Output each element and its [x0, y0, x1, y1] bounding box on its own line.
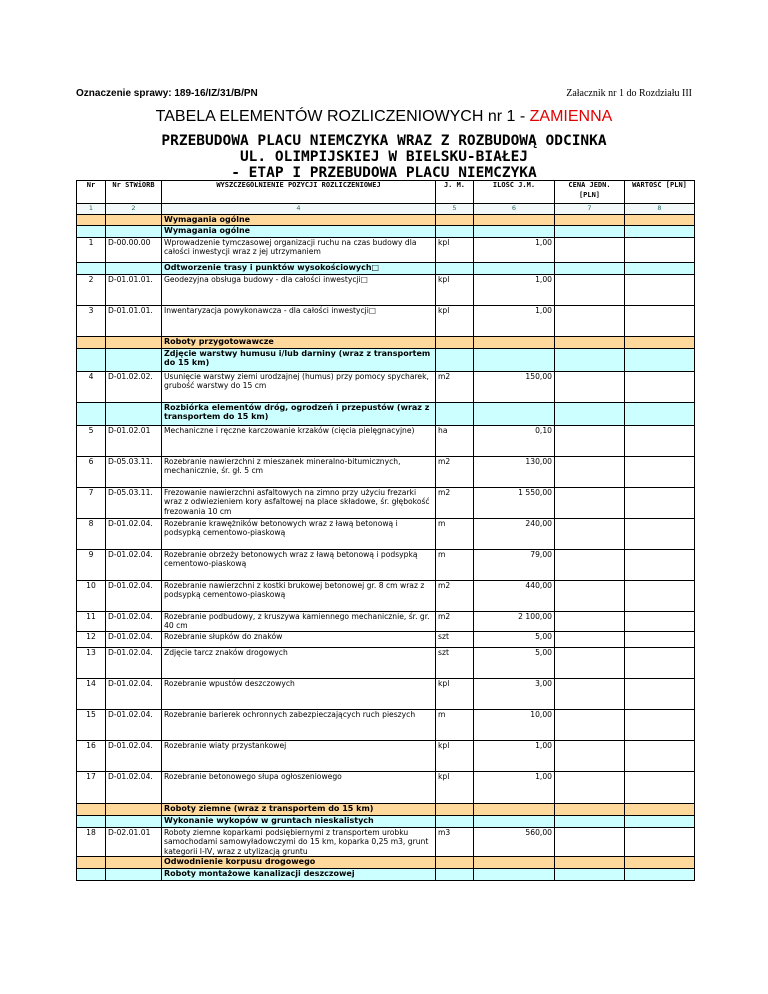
- unit: szt: [436, 631, 474, 647]
- quantity: 1,00: [474, 740, 555, 771]
- item-description: Rozebranie krawężników betonowych wraz z ławą betonową i podsypką cementowo-piaskową: [162, 518, 436, 549]
- row-number: 1: [77, 237, 106, 262]
- value-cell: [625, 857, 695, 869]
- unit-price-cell: [555, 425, 625, 456]
- quantity-cell: [474, 402, 555, 425]
- quantity: 79,00: [474, 549, 555, 580]
- unit-price-cell: [555, 549, 625, 580]
- unit: kpl: [436, 678, 474, 709]
- quantity: 0,10: [474, 425, 555, 456]
- row-number: 3: [77, 305, 106, 336]
- value-cell: [625, 371, 695, 402]
- section-title: Zdjęcie warstwy humusu i/lub darniny (wraz z transportem do 15 km): [162, 348, 436, 371]
- table-row: [77, 425, 695, 456]
- code-cell: [106, 214, 162, 225]
- price-cell: [555, 336, 625, 348]
- price-cell: [555, 869, 625, 881]
- item-description: Rozebranie betonowego słupa ogłoszeniowego: [162, 771, 436, 803]
- value-cell: [625, 425, 695, 456]
- table-row: [77, 371, 695, 402]
- nr-cell: [77, 857, 106, 869]
- unit: m2: [436, 611, 474, 631]
- value-cell: [625, 214, 695, 225]
- nr-cell: [77, 348, 106, 371]
- unit-price-cell: [555, 580, 625, 611]
- unit-price-cell: [555, 709, 625, 740]
- unit-price-cell: [555, 305, 625, 336]
- col-number: 8: [625, 204, 695, 215]
- section-title: Wykonanie wykopów w gruntach nieskalistych: [162, 815, 436, 827]
- value-cell: [625, 237, 695, 262]
- quantity: 2 100,00: [474, 611, 555, 631]
- row-number: 7: [77, 487, 106, 518]
- value-cell: [625, 518, 695, 549]
- quantity: 5,00: [474, 647, 555, 678]
- stwiorb-code: D-01.02.04.: [106, 631, 162, 647]
- col-number: 7: [555, 204, 625, 215]
- section-row: [77, 225, 695, 237]
- subtitle-line: UL. OLIMPIJSKIEJ W BIELSKU-BIAŁEJ: [239, 149, 529, 165]
- item-description: Zdjęcie tarcz znaków drogowych: [162, 647, 436, 678]
- price-cell: [555, 348, 625, 371]
- value-cell: [625, 402, 695, 425]
- row-number: 2: [77, 274, 106, 305]
- row-number: 9: [77, 549, 106, 580]
- case-number: Oznaczenie sprawy: 189-16/IZ/31/B/PN: [76, 88, 258, 99]
- stwiorb-code: D-01.02.04.: [106, 771, 162, 803]
- item-description: Rozebranie wiaty przystankowej: [162, 740, 436, 771]
- section-row: [77, 803, 695, 815]
- row-number: 16: [77, 740, 106, 771]
- table-row: [77, 580, 695, 611]
- col-header-unit-price: CENA JEDN. [PLN]: [555, 181, 625, 204]
- value-cell: [625, 631, 695, 647]
- unit: m3: [436, 827, 474, 857]
- subtitle-line: PRZEBUDOWA PLACU NIEMCZYKA WRAZ Z ROZBUDOWĄ ODCINKA: [161, 133, 607, 149]
- section-title: Rozbiórka elementów dróg, ogrodzeń i przepustów (wraz z transportem do 15 km): [162, 402, 436, 425]
- value-cell: [625, 803, 695, 815]
- quantity: 240,00: [474, 518, 555, 549]
- col-number: 5: [436, 204, 474, 215]
- stwiorb-code: D-01.02.04.: [106, 518, 162, 549]
- table-row: [77, 487, 695, 518]
- col-header-description: WYSZCZEGÓLNIENIE POZYCJI ROZLICZENIOWEJ: [162, 181, 436, 204]
- section-row: [77, 857, 695, 869]
- value-cell: [625, 869, 695, 881]
- col-number: 6: [474, 204, 555, 215]
- row-number: 13: [77, 647, 106, 678]
- row-number: 8: [77, 518, 106, 549]
- unit: m2: [436, 580, 474, 611]
- unit: kpl: [436, 305, 474, 336]
- table-row: [77, 549, 695, 580]
- unit-price-cell: [555, 631, 625, 647]
- table-row: [77, 678, 695, 709]
- value-cell: [625, 225, 695, 237]
- stwiorb-code: D-00.00.00: [106, 237, 162, 262]
- quantity: 1,00: [474, 305, 555, 336]
- value-cell: [625, 611, 695, 631]
- unit: m: [436, 549, 474, 580]
- quantity: 1,00: [474, 771, 555, 803]
- col-header-nr: Nr: [77, 181, 106, 204]
- unit-price-cell: [555, 740, 625, 771]
- unit: kpl: [436, 237, 474, 262]
- value-cell: [625, 549, 695, 580]
- value-cell: [625, 678, 695, 709]
- quantity: 560,00: [474, 827, 555, 857]
- table-row: [77, 611, 695, 631]
- nr-cell: [77, 869, 106, 881]
- unit-price-cell: [555, 487, 625, 518]
- nr-cell: [77, 262, 106, 274]
- table-row: [77, 305, 695, 336]
- unit-price-cell: [555, 456, 625, 487]
- section-title: Roboty ziemne (wraz z transportem do 15 km): [162, 803, 436, 815]
- item-description: Usunięcie warstwy ziemi urodzajnej (humus) przy pomocy spycharek, grubość warstwy do 15 cm: [162, 371, 436, 402]
- unit-cell: [436, 857, 474, 869]
- unit-price-cell: [555, 678, 625, 709]
- unit-price-cell: [555, 611, 625, 631]
- unit-cell: [436, 214, 474, 225]
- section-row: [77, 815, 695, 827]
- code-cell: [106, 815, 162, 827]
- stwiorb-code: D-01.02.04.: [106, 740, 162, 771]
- value-cell: [625, 815, 695, 827]
- unit-cell: [436, 402, 474, 425]
- nr-cell: [77, 815, 106, 827]
- title-status: ZAMIENNA: [529, 108, 613, 125]
- unit: kpl: [436, 274, 474, 305]
- column-number-row: [77, 204, 695, 215]
- stwiorb-code: D-01.02.04.: [106, 678, 162, 709]
- row-number: 15: [77, 709, 106, 740]
- unit: m2: [436, 371, 474, 402]
- nr-cell: [77, 402, 106, 425]
- code-cell: [106, 348, 162, 371]
- quantity: 10,00: [474, 709, 555, 740]
- code-cell: [106, 869, 162, 881]
- table-row: [77, 709, 695, 740]
- stwiorb-code: D-01.02.02.: [106, 371, 162, 402]
- item-description: Inwentaryzacja powykonawcza - dla całości inwestycji□: [162, 305, 436, 336]
- col-number: 2: [106, 204, 162, 215]
- item-description: Frezowanie nawierzchni asfaltowych na zimno przy użyciu frezarki wraz z odwiezieniem kory asfaltowej na place składowe, śr. głębokość frezowania 10 cm: [162, 487, 436, 518]
- table-row: [77, 518, 695, 549]
- price-cell: [555, 214, 625, 225]
- unit: m: [436, 518, 474, 549]
- table-row: [77, 827, 695, 857]
- section-row: [77, 214, 695, 225]
- quantity-cell: [474, 225, 555, 237]
- table-row: [77, 647, 695, 678]
- row-number: 12: [77, 631, 106, 647]
- quantity-cell: [474, 262, 555, 274]
- stwiorb-code: D-02.01.01: [106, 827, 162, 857]
- quantity-cell: [474, 869, 555, 881]
- stwiorb-code: D-01.02.04.: [106, 647, 162, 678]
- quantity: 150,00: [474, 371, 555, 402]
- section-title: Odtworzenie trasy i punktów wysokościowych□: [162, 262, 436, 274]
- item-description: Roboty ziemne koparkami podsiębiernymi z transportem urobku samochodami samowyładowczymi do 15 km, koparka 0,25 m3, grunt kategorii I-IV, wraz z utylizacją gruntu: [162, 827, 436, 857]
- unit-price-cell: [555, 518, 625, 549]
- col-header-value: WARTOŚĆ [PLN]: [625, 181, 695, 204]
- nr-cell: [77, 225, 106, 237]
- unit-price-cell: [555, 771, 625, 803]
- unit: kpl: [436, 771, 474, 803]
- unit: m2: [436, 456, 474, 487]
- value-cell: [625, 305, 695, 336]
- unit-price-cell: [555, 647, 625, 678]
- unit-price-cell: [555, 237, 625, 262]
- price-cell: [555, 262, 625, 274]
- nr-cell: [77, 214, 106, 225]
- unit: ha: [436, 425, 474, 456]
- code-cell: [106, 857, 162, 869]
- quantity: 3,00: [474, 678, 555, 709]
- stwiorb-code: D-01.02.04.: [106, 549, 162, 580]
- unit: kpl: [436, 740, 474, 771]
- code-cell: [106, 336, 162, 348]
- value-cell: [625, 709, 695, 740]
- table-row: [77, 237, 695, 262]
- unit: szt: [436, 647, 474, 678]
- col-number: 4: [162, 204, 436, 215]
- row-number: 11: [77, 611, 106, 631]
- section-row: [77, 262, 695, 274]
- code-cell: [106, 262, 162, 274]
- stwiorb-code: D-05.03.11.: [106, 456, 162, 487]
- col-header-unit: J. M.: [436, 181, 474, 204]
- row-number: 4: [77, 371, 106, 402]
- section-title: Wymagania ogólne: [162, 214, 436, 225]
- quantity: 5,00: [474, 631, 555, 647]
- unit-cell: [436, 348, 474, 371]
- table-row: [77, 274, 695, 305]
- stwiorb-code: D-01.01.01.: [106, 305, 162, 336]
- value-cell: [625, 336, 695, 348]
- stwiorb-code: D-01.02.04.: [106, 709, 162, 740]
- col-header-code: Nr STWiORB: [106, 181, 162, 204]
- table-header-row: [77, 181, 695, 204]
- section-row: [77, 869, 695, 881]
- row-number: 6: [77, 456, 106, 487]
- value-cell: [625, 647, 695, 678]
- col-header-quantity: ILOŚĆ J.M.: [474, 181, 555, 204]
- project-subtitle: [0, 133, 768, 181]
- value-cell: [625, 771, 695, 803]
- value-cell: [625, 262, 695, 274]
- item-description: Wprowadzenie tymczasowej organizacji ruchu na czas budowy dla całości inwestycji wraz z jej utrzymaniem: [162, 237, 436, 262]
- unit-price-cell: [555, 827, 625, 857]
- quantity-cell: [474, 336, 555, 348]
- stwiorb-code: D-01.02.04.: [106, 611, 162, 631]
- stwiorb-code: D-01.01.01.: [106, 274, 162, 305]
- quantity-cell: [474, 214, 555, 225]
- item-description: Rozebranie obrzeży betonowych wraz z ławą betonową i podsypką cementowo-piaskową: [162, 549, 436, 580]
- nr-cell: [77, 803, 106, 815]
- section-title: Roboty przygotowawcze: [162, 336, 436, 348]
- code-cell: [106, 803, 162, 815]
- value-cell: [625, 487, 695, 518]
- table-row: [77, 771, 695, 803]
- row-number: 5: [77, 425, 106, 456]
- item-description: Rozebranie słupków do znaków: [162, 631, 436, 647]
- settlement-table: [76, 180, 695, 881]
- quantity-cell: [474, 803, 555, 815]
- unit-cell: [436, 336, 474, 348]
- quantity-cell: [474, 857, 555, 869]
- col-number: 1: [77, 204, 106, 215]
- unit-price-cell: [555, 371, 625, 402]
- price-cell: [555, 857, 625, 869]
- item-description: Rozebranie barierek ochronnych zabezpieczających ruch pieszych: [162, 709, 436, 740]
- unit: m2: [436, 487, 474, 518]
- row-number: 17: [77, 771, 106, 803]
- unit-cell: [436, 869, 474, 881]
- row-number: 18: [77, 827, 106, 857]
- item-description: Mechaniczne i ręczne karczowanie krzaków (cięcia pielęgnacyjne): [162, 425, 436, 456]
- unit-cell: [436, 225, 474, 237]
- value-cell: [625, 827, 695, 857]
- stwiorb-code: D-01.02.04.: [106, 580, 162, 611]
- quantity: 440,00: [474, 580, 555, 611]
- row-number: 14: [77, 678, 106, 709]
- quantity: 1,00: [474, 237, 555, 262]
- quantity-cell: [474, 348, 555, 371]
- table-row: [77, 456, 695, 487]
- value-cell: [625, 740, 695, 771]
- price-cell: [555, 225, 625, 237]
- unit-cell: [436, 262, 474, 274]
- price-cell: [555, 803, 625, 815]
- value-cell: [625, 274, 695, 305]
- subtitle-line: - ETAP I PRZEBUDOWA PLACU NIEMCZYKA: [231, 165, 537, 181]
- section-title: Roboty montażowe kanalizacji deszczowej: [162, 869, 436, 881]
- item-description: Rozebranie nawierzchni z mieszanek mineralno-bitumicznych, mechanicznie, śr. gł. 5 cm: [162, 456, 436, 487]
- row-number: 10: [77, 580, 106, 611]
- document-title: [0, 108, 768, 126]
- unit-cell: [436, 803, 474, 815]
- title-main: TABELA ELEMENTÓW ROZLICZENIOWYCH nr 1 -: [155, 108, 530, 125]
- section-title: Wymagania ogólne: [162, 225, 436, 237]
- item-description: Rozebranie wpustów deszczowych: [162, 678, 436, 709]
- price-cell: [555, 815, 625, 827]
- price-cell: [555, 402, 625, 425]
- section-row: [77, 402, 695, 425]
- unit-cell: [436, 815, 474, 827]
- value-cell: [625, 348, 695, 371]
- section-row: [77, 348, 695, 371]
- unit: m: [436, 709, 474, 740]
- annex-label: Załacznik nr 1 do Rozdziału III: [566, 88, 692, 99]
- stwiorb-code: D-05.03.11.: [106, 487, 162, 518]
- quantity-cell: [474, 815, 555, 827]
- section-title: Odwodnienie korpusu drogowego: [162, 857, 436, 869]
- quantity: 1 550,00: [474, 487, 555, 518]
- quantity: 1,00: [474, 274, 555, 305]
- code-cell: [106, 225, 162, 237]
- item-description: Geodezyjna obsługa budowy - dla całości inwestycji□: [162, 274, 436, 305]
- value-cell: [625, 580, 695, 611]
- value-cell: [625, 456, 695, 487]
- unit-price-cell: [555, 274, 625, 305]
- item-description: Rozebranie podbudowy, z kruszywa kamiennego mechanicznie, śr. gr. 40 cm: [162, 611, 436, 631]
- item-description: Rozebranie nawierzchni z kostki brukowej betonowej gr. 8 cm wraz z podsypką cementowo-piaskową: [162, 580, 436, 611]
- table-row: [77, 740, 695, 771]
- section-row: [77, 336, 695, 348]
- nr-cell: [77, 336, 106, 348]
- code-cell: [106, 402, 162, 425]
- table-row: [77, 631, 695, 647]
- stwiorb-code: D-01.02.01: [106, 425, 162, 456]
- quantity: 130,00: [474, 456, 555, 487]
